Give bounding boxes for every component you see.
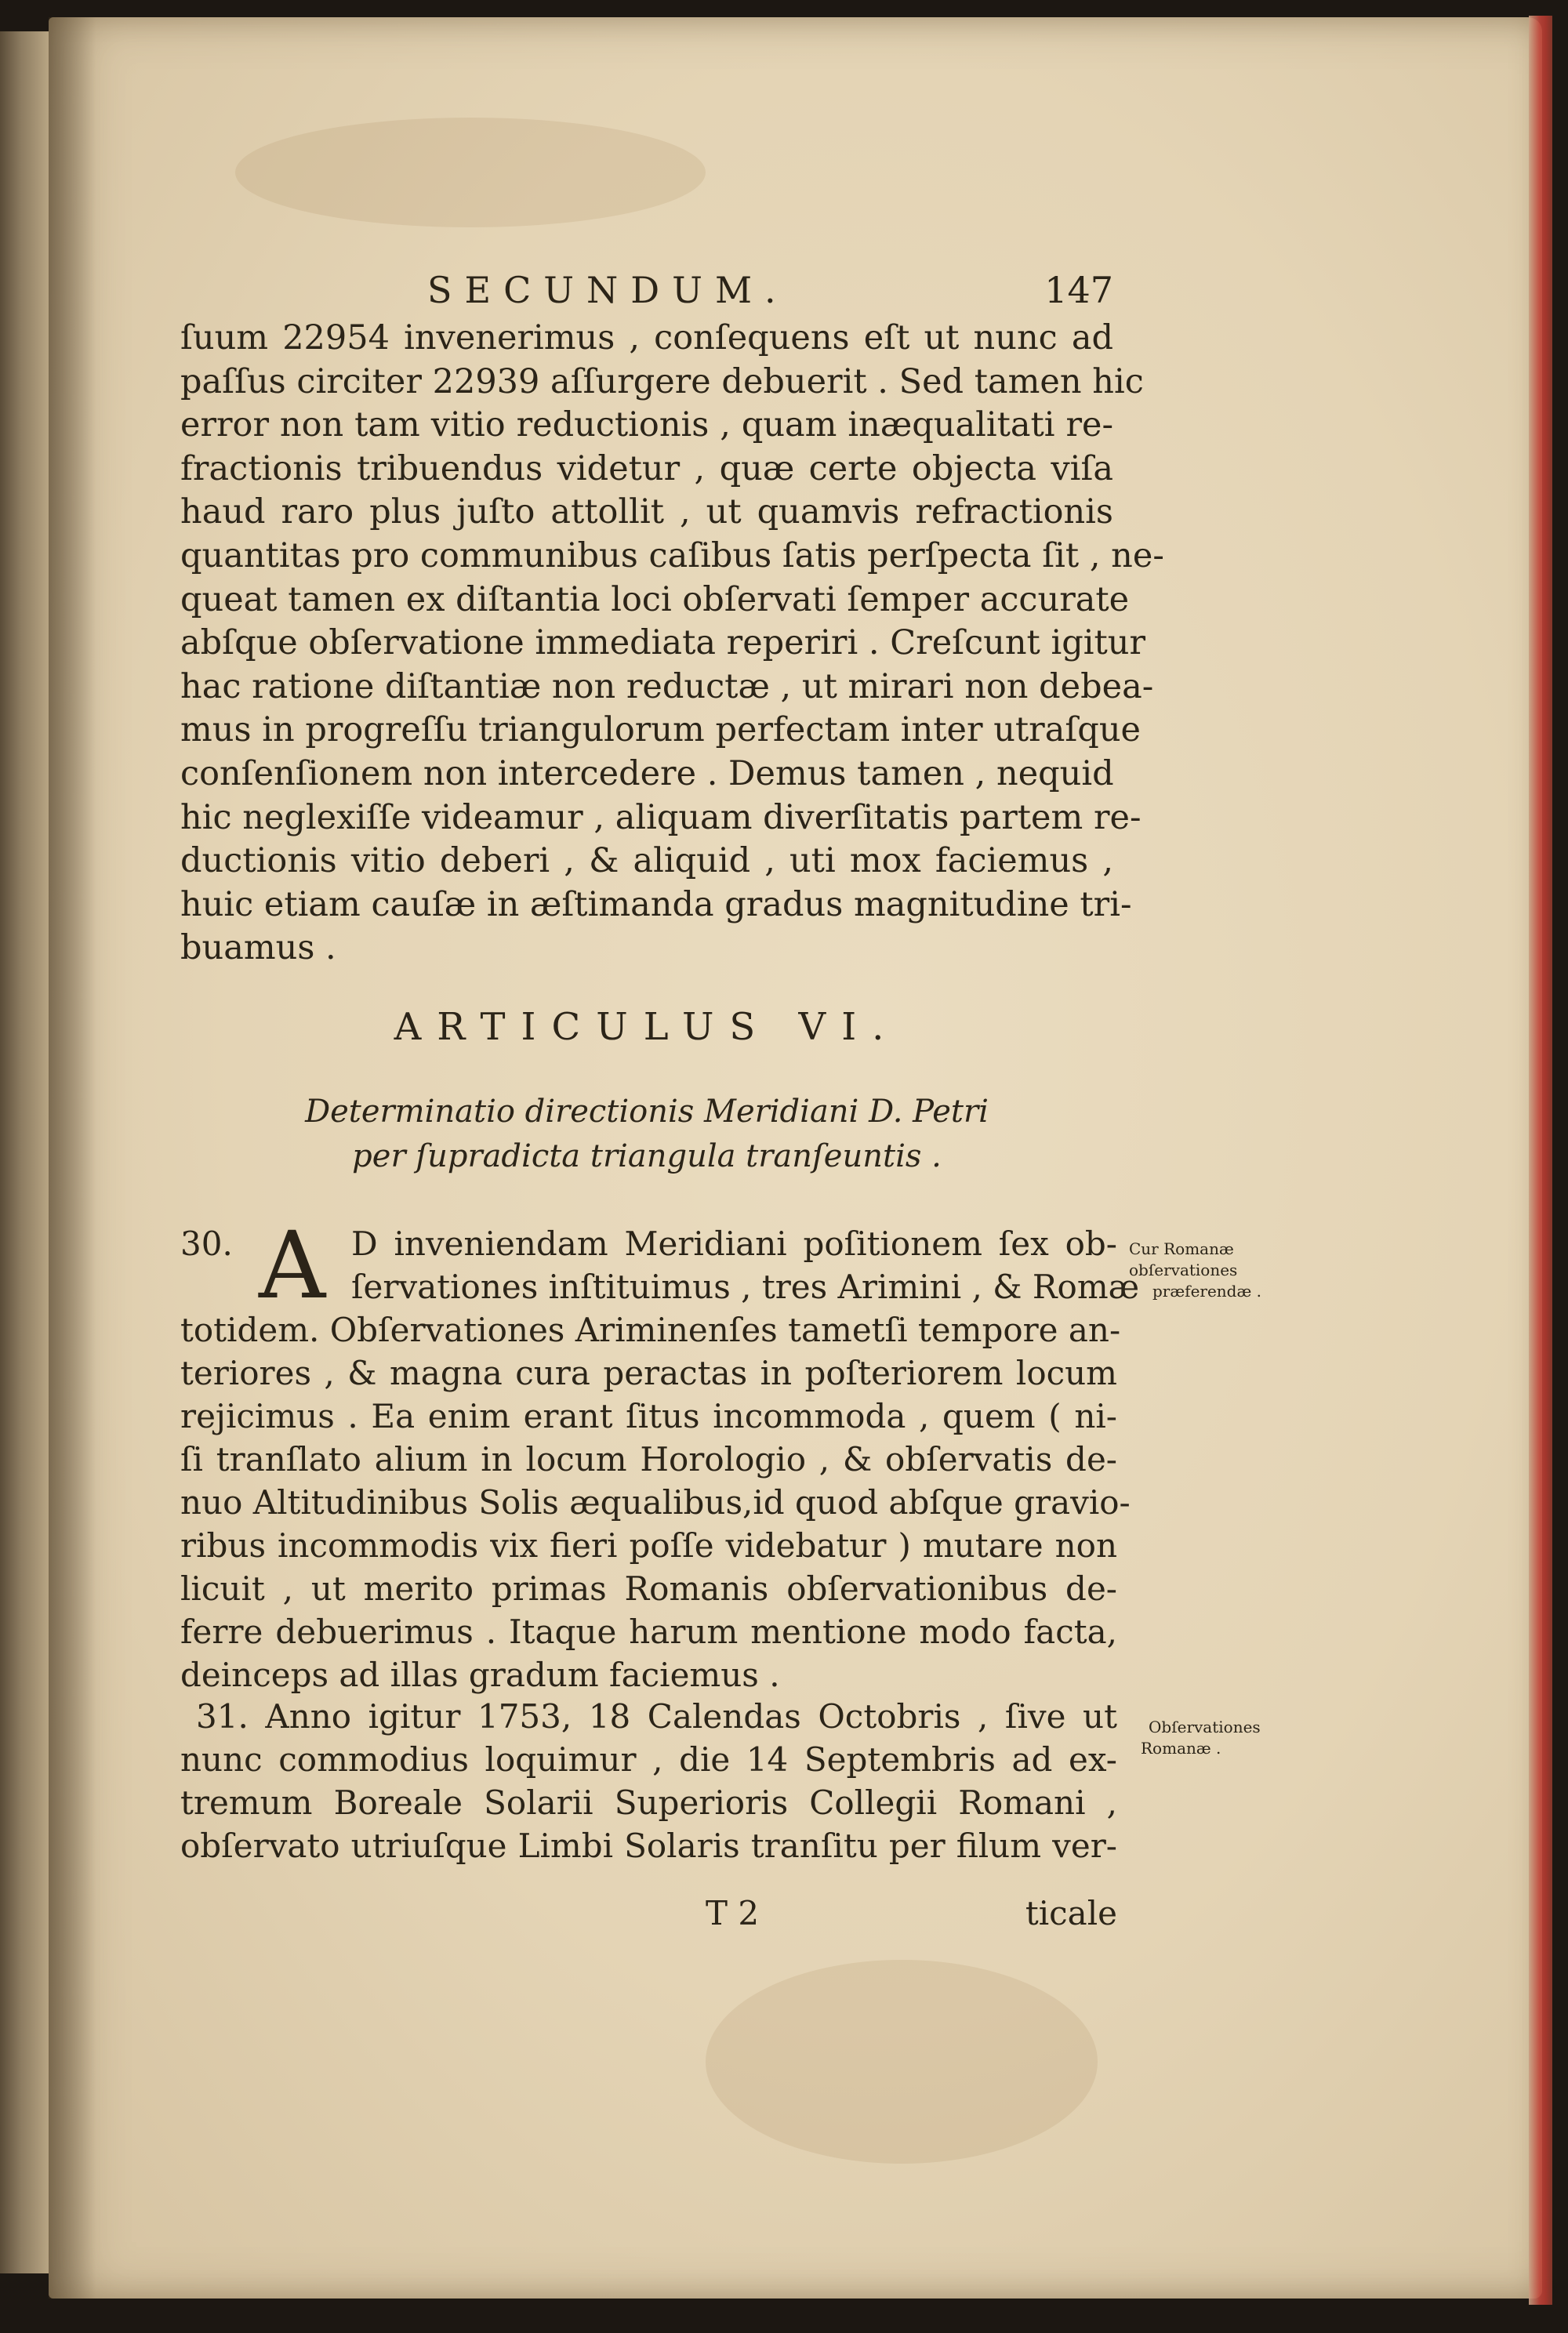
text-line: nunc commodius loquimur , die 14 Septembris ad ex- [180, 1740, 1117, 1779]
page-number: 147 [1044, 269, 1113, 311]
paper-stain [706, 1960, 1098, 2164]
text-line: abſque obſervatione immediata reperiri . Creſcunt igitur [180, 623, 1146, 663]
article-title: ARTICULUS VI. [394, 1005, 900, 1049]
signature-mark: T 2 [706, 1894, 760, 1932]
text-line: paſſus circiter 22939 aſſurgere debuerit . Sed tamen hic [180, 361, 1144, 401]
margin-note-line: obſervationes [1129, 1261, 1238, 1279]
paper-stain [235, 118, 706, 227]
margin-note-line: præferendæ . [1152, 1282, 1261, 1301]
text-line: ferre debuerimus . Itaque harum mentione modo facta, [180, 1613, 1117, 1651]
article-subtitle-line2: per ſupradicta triangula tranſeuntis . [352, 1138, 942, 1174]
article-subtitle-line1: Determinatio directionis Meridiani D. Petri [305, 1094, 989, 1130]
text-line: conſenſionem non intercedere . Demus tamen , nequid [180, 753, 1114, 793]
text-line: totidem. Obſervationes Ariminenſes tametſi tempore an- [180, 1311, 1121, 1349]
text-line: ſi tranſlato alium in locum Horologio , & obſervatis de- [180, 1440, 1117, 1479]
text-line: ſervationes inſtituimus , tres Arimini , & Romæ [351, 1268, 1140, 1306]
text-line: licuit , ut merito primas Romanis obſervationibus de- [180, 1569, 1117, 1608]
margin-note-31 [1141, 1717, 1261, 1759]
margin-note-line: Cur Romanæ [1129, 1239, 1234, 1258]
text-line: quantitas pro communibus caſibus ſatis perſpecta ſit , ne- [180, 535, 1164, 575]
text-line: error non tam vitio reductionis , quam inæqualitati re- [180, 405, 1113, 445]
paragraph-number: 30. [180, 1225, 233, 1263]
paragraph-top [180, 317, 1164, 971]
text-line: D inveniendam Meridiani poſitionem ſex ob- [351, 1225, 1117, 1263]
paragraph-31 [180, 1695, 1117, 1867]
drop-cap: A [259, 1211, 326, 1319]
text-line: huic etiam cauſæ in æſtimanda gradus magnitudine tri- [180, 884, 1132, 924]
text-line: haud raro plus juſto attollit , ut quamvis refractionis [180, 492, 1113, 532]
running-head: SECUNDUM. [427, 269, 789, 311]
margin-note-30 [1129, 1239, 1261, 1302]
text-line: teriores , & magna cura peractas in poſteriorem locum [180, 1354, 1117, 1392]
text-line: ductionis vitio deberi , & aliquid , uti mox faciemus , [180, 841, 1113, 881]
gutter-shadow [49, 17, 96, 2299]
paragraph-30 [180, 1211, 1140, 1696]
margin-note-line: Romanæ . [1141, 1739, 1221, 1758]
text-line: rejicimus . Ea enim erant ſitus incommoda , quem ( ni- [180, 1397, 1117, 1435]
text-line: ſuum 22954 invenerimus , conſequens eſt ut nunc ad [180, 318, 1113, 357]
text-line: fractionis tribuendus videtur , quæ certe objecta viſa [180, 448, 1113, 488]
text-line: buamus . [180, 928, 336, 968]
text-line: hac ratione diſtantiæ non reductæ , ut mirari non debea- [180, 666, 1154, 706]
red-page-edge [1529, 16, 1552, 2305]
text-line: 31. Anno igitur 1753, 18 Calendas Octobris , ſive ut [196, 1697, 1117, 1736]
text-line: mus in progreſſu triangulorum perfectam inter utraſque [180, 710, 1141, 750]
margin-note-line: Obſervationes [1149, 1718, 1261, 1736]
text-line: deinceps ad illas gradum faciemus . [180, 1656, 780, 1694]
text-line: tremum Boreale Solarii Superioris Collegii Romani , [180, 1783, 1117, 1822]
text-line: nuo Altitudinibus Solis æqualibus,id quod abſque gravio- [180, 1483, 1131, 1522]
text-line: hic neglexiſſe videamur , aliquam diverſitatis partem re- [180, 797, 1142, 837]
text-line: obſervato utriuſque Limbi Solaris tranſitu per filum ver- [180, 1827, 1117, 1865]
catchword: ticale [1025, 1894, 1117, 1932]
text-line: ribus incommodis vix fieri poſſe videbatur ) mutare non [180, 1526, 1117, 1565]
text-line: queat tamen ex diſtantia loci obſervati ſemper accurate [180, 579, 1130, 619]
page-header [180, 269, 1113, 316]
page-footer [180, 1892, 1117, 1935]
